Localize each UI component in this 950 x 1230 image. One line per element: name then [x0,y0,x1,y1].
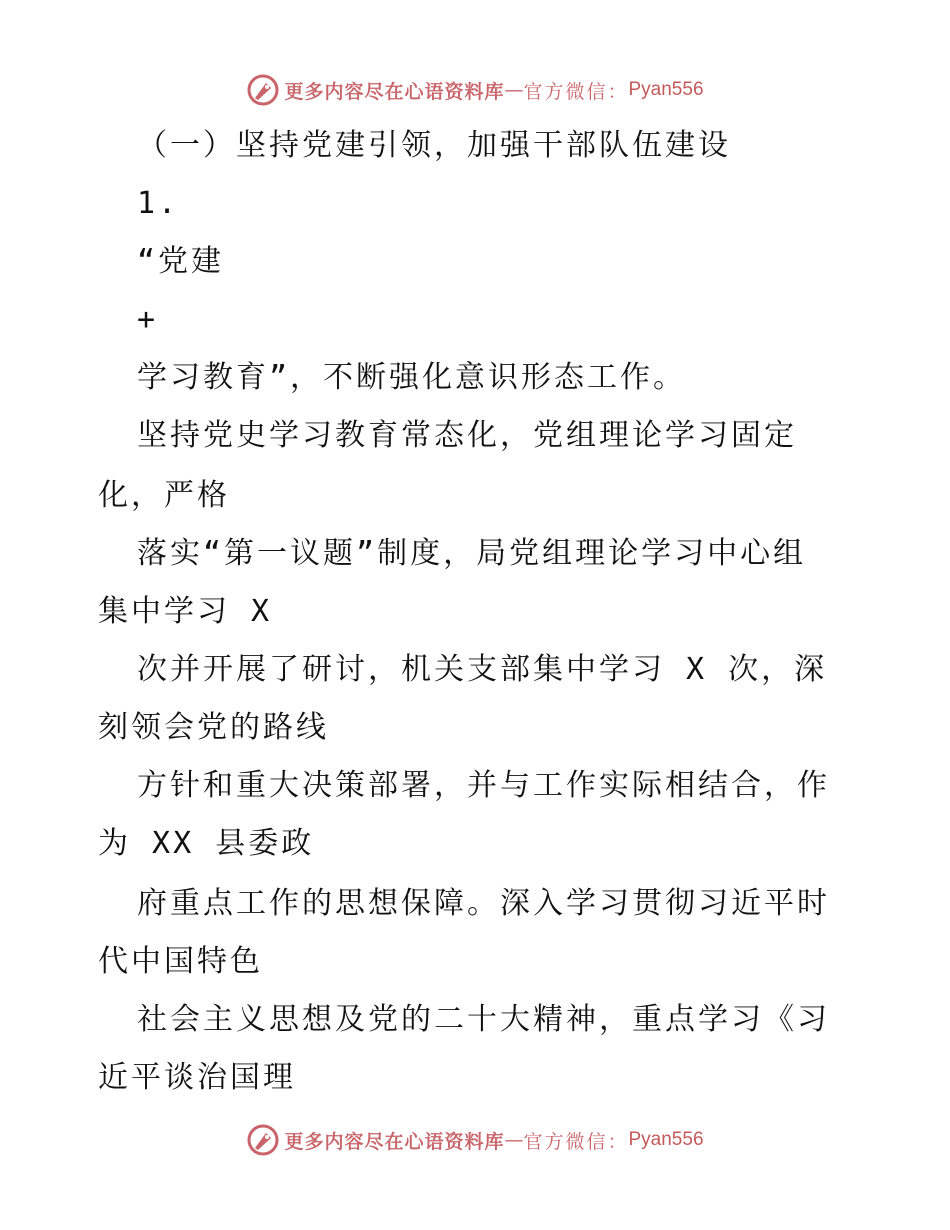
text-line: 代中国特色 [98,944,263,979]
watermark-separator: — [504,1129,524,1151]
text-line: 学习教育”，不断强化意识形态工作。 [137,360,687,395]
watermark-banner-top [0,70,950,110]
text-line: 刻领会党的路线 [98,710,329,745]
text-line: 1. [137,186,180,221]
text-line: 坚持党史学习教育常态化，党组理论学习固定 [137,418,797,453]
watermark-brand: 更多内容尽在心语资料库 [284,80,505,103]
text-line: 落实“第一议题”制度，局党组理论学习中心组 [137,536,807,571]
text-line: 府重点工作的思想保障。深入学习贯彻习近平时 [137,886,830,921]
section-heading: （一）坚持党建引领，加强干部队伍建设 [137,128,731,163]
watermark-wechat-label: 官方微信： [523,80,629,103]
watermark-wechat-id: Pyan556 [628,79,704,100]
text-line: 集中学习 X [98,594,273,629]
watermark-separator: — [504,79,524,101]
watermark-brand: 更多内容尽在心语资料库 [284,1130,505,1153]
text-line: 方针和重大决策部署，并与工作实际相结合，作 [137,768,830,803]
text-line: 化，严格 [98,478,230,513]
text-line: 近平谈治国理 [98,1060,296,1095]
watermark-wechat-label: 官方微信： [523,1130,629,1153]
pen-nib-logo-icon [246,73,280,107]
watermark-banner-bottom [0,1120,950,1160]
text-line: “党建 [137,244,225,279]
text-line: + [137,302,159,337]
watermark-wechat-id: Pyan556 [628,1129,704,1150]
pen-nib-logo-icon [246,1123,280,1157]
text-line: 为 XX 县委政 [98,826,315,861]
text-line: 次并开展了研讨，机关支部集中学习 X 次，深 [137,652,828,687]
text-line: 社会主义思想及党的二十大精神，重点学习《习 [137,1002,830,1037]
